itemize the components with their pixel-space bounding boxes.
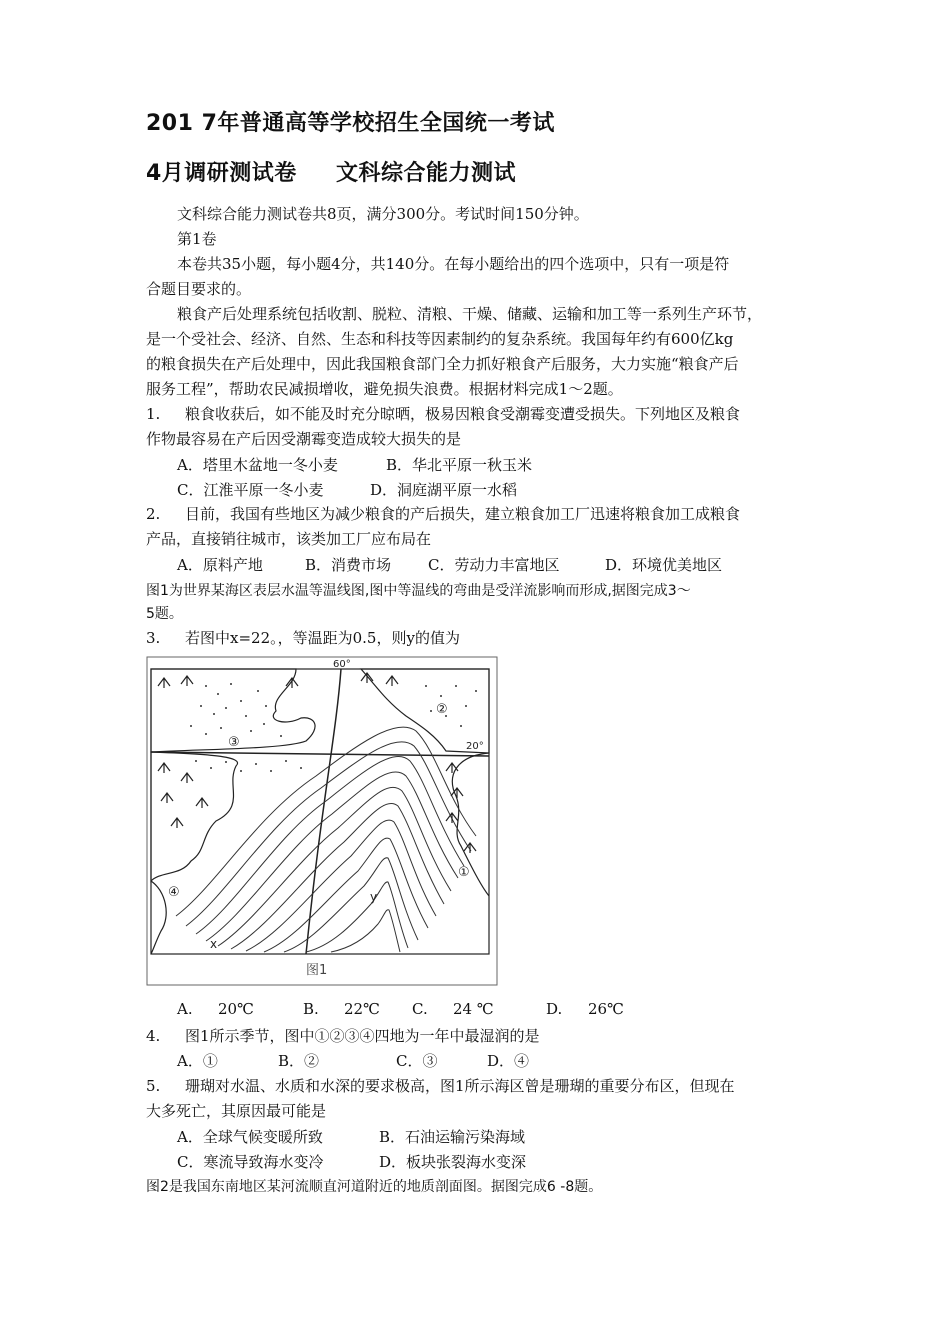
fig1-intro-1: 图1为世界某海区表层水温等温线图,图中等温线的弯曲是受洋流影响而形成,据图完成3～ bbox=[146, 583, 691, 599]
longitude-label: 60° bbox=[333, 659, 351, 670]
place-3-label: ③ bbox=[228, 735, 240, 750]
exam-title: 201 7年普通高等学校招生全国统一考试 bbox=[146, 111, 555, 136]
q2-option-c: C．劳动力丰富地区 bbox=[428, 556, 560, 574]
q4-option-c: C．③ bbox=[396, 1052, 438, 1070]
q3-option-a-letter: A. bbox=[177, 1000, 193, 1018]
q3-option-b: 22℃ bbox=[344, 1000, 380, 1018]
instructions-line-1: 本卷共35小题，每小题4分，共140分。在每小题给出的四个选项中，只有一项是符 bbox=[177, 255, 730, 273]
q2-option-a: A．原料产地 bbox=[177, 556, 263, 574]
isotherm-map-svg bbox=[146, 656, 498, 986]
q1-option-d: D．洞庭湖平原一水稻 bbox=[370, 481, 518, 499]
q2-option-b: B．消费市场 bbox=[305, 556, 392, 574]
q3-option-c: 24 ℃ bbox=[453, 1000, 494, 1018]
q4-option-a: A．① bbox=[177, 1052, 218, 1070]
exam-subtitle-subject: 文科综合能力测试 bbox=[336, 161, 517, 186]
place-2-label: ② bbox=[436, 702, 448, 717]
isotherm-y-label: y bbox=[370, 890, 378, 904]
figure-caption: 图1 bbox=[306, 963, 328, 978]
place-4-label: ④ bbox=[168, 885, 180, 900]
place-1-label: ① bbox=[458, 865, 470, 880]
q5-option-a: A．全球气候变暖所致 bbox=[177, 1128, 323, 1146]
q3-option-d-letter: D. bbox=[546, 1000, 563, 1018]
q1-option-b: B．华北平原一秋玉米 bbox=[386, 456, 533, 474]
fig2-intro: 图2是我国东南地区某河流顺直河道附近的地质剖面图。据图完成6 -8题。 bbox=[146, 1179, 603, 1195]
q3-option-d: 26℃ bbox=[588, 1000, 624, 1018]
q5-stem-1: 珊瑚对水温、水质和水深的要求极高，图1所示海区曾是珊瑚的重要分布区，但现在 bbox=[185, 1077, 735, 1095]
q4-number: 4. bbox=[146, 1027, 161, 1045]
q1-stem-2: 作物最容易在产后因受潮霉变造成较大损失的是 bbox=[146, 430, 462, 448]
material-line-3: 的粮食损失在产后处理中，因此我国粮食部门全力抓好粮食产后服务，大力实施“粮食产后 bbox=[146, 355, 739, 373]
q2-number: 2. bbox=[146, 505, 161, 523]
q5-option-d: D．板块张裂海水变深 bbox=[379, 1153, 527, 1171]
material-line-1: 粮食产后处理系统包括收割、脱粒、清粮、干燥、储藏、运输和加工等一系列生产环节， bbox=[177, 305, 763, 323]
q1-option-a: A．塔里木盆地一冬小麦 bbox=[177, 456, 338, 474]
q4-stem: 图1所示季节，图中①②③④四地为一年中最湿润的是 bbox=[185, 1027, 540, 1045]
material-line-2: 是一个受社会、经济、自然、生态和科技等因素制约的复杂系统。我国每年约有600亿kg bbox=[146, 330, 734, 348]
q5-option-c: C．寒流导致海水变冷 bbox=[177, 1153, 324, 1171]
q2-stem-2: 产品，直接销往城市，该类加工厂应布局在 bbox=[146, 530, 432, 548]
q5-stem-2: 大多死亡，其原因最可能是 bbox=[146, 1102, 327, 1120]
q5-number: 5. bbox=[146, 1077, 161, 1095]
q5-option-b: B．石油运输污染海域 bbox=[379, 1128, 526, 1146]
instructions-line-2: 合题目要求的。 bbox=[146, 280, 252, 298]
latitude-label: 20° bbox=[466, 741, 484, 752]
q4-option-d: D．④ bbox=[487, 1052, 530, 1070]
isotherm-x-label: x bbox=[210, 937, 218, 951]
q3-option-c-letter: C. bbox=[412, 1000, 428, 1018]
q1-option-c: C．江淮平原一冬小麦 bbox=[177, 481, 324, 499]
volume-label: 第1卷 bbox=[177, 230, 217, 248]
q4-option-b: B．② bbox=[278, 1052, 320, 1070]
exam-info: 文科综合能力测试卷共8页，满分300分。考试时间150分钟。 bbox=[177, 205, 589, 223]
figure-1-isotherm-map bbox=[146, 656, 498, 986]
q3-option-a: 20℃ bbox=[218, 1000, 254, 1018]
q2-stem-1: 目前，我国有些地区为减少粮食的产后损失，建立粮食加工厂迅速将粮食加工成粮食 bbox=[185, 505, 741, 523]
q3-stem: 若图中x=22。，等温距为0.5，则y的值为 bbox=[185, 629, 460, 647]
material-line-4: 服务工程”，帮助农民减损增收，避免损失浪费。根据材料完成1～2题。 bbox=[146, 380, 623, 398]
q1-number: 1. bbox=[146, 405, 161, 423]
q3-option-b-letter: B. bbox=[303, 1000, 319, 1018]
exam-subtitle-month: 4月调研测试卷 bbox=[146, 161, 297, 186]
q3-number: 3. bbox=[146, 629, 161, 647]
fig1-intro-2: 5题。 bbox=[146, 606, 183, 622]
q2-option-d: D．环境优美地区 bbox=[605, 556, 723, 574]
q1-stem-1: 粮食收获后，如不能及时充分晾晒，极易因粮食受潮霉变遭受损失。下列地区及粮食 bbox=[185, 405, 741, 423]
